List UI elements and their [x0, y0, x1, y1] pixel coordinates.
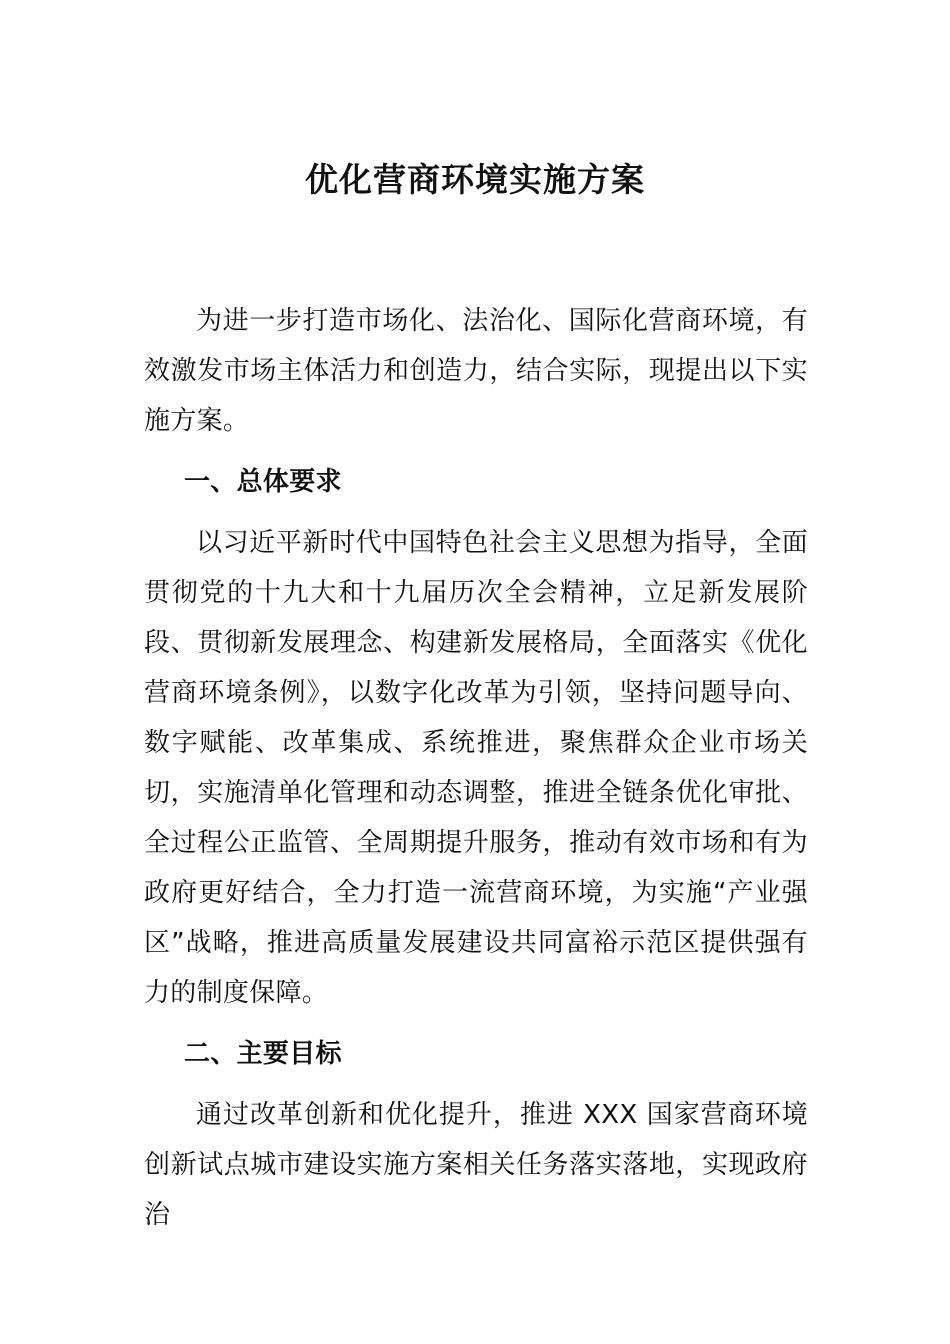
- section-paragraph-main-goals: 通过改革创新和优化提升，推进 XXX 国家营商环境创新试点城市建设实施方案相关任务落实落地，实现政府治: [144, 1100, 808, 1230]
- section-heading-general-requirements: 一、总体要求: [184, 467, 342, 497]
- section-heading-main-goals: 二、主要目标: [184, 1039, 342, 1069]
- document-title: 优化营商环境实施方案: [305, 160, 645, 199]
- section-paragraph-general-requirements: 以习近平新时代中国特色社会主义思想为指导，全面贯彻党的十九大和十九届历次全会精神，立足新发展阶段、贯彻新发展理念、构建新发展格局，全面落实《优化营商环境条例》，以数字化改革为引领，坚持问题导向、数字赋能、改革集成、系统推进，聚焦群众企业市场关切，实施清单化管理和动态调整，推进全链条优化审批、全过程公正监管、全周期提升服务，推动有效市场和有为政府更好结合，全力打造一流营商环境，为实施“产业强区”战略，推进高质量发展建设共同富裕示范区提供强有力的制度保障。: [144, 528, 808, 1008]
- document-body: [144, 296, 808, 1240]
- intro-paragraph: 为进一步打造市场化、法治化、国际化营商环境，有效激发市场主体活力和创造力，结合实际，现提出以下实施方案。: [144, 306, 808, 436]
